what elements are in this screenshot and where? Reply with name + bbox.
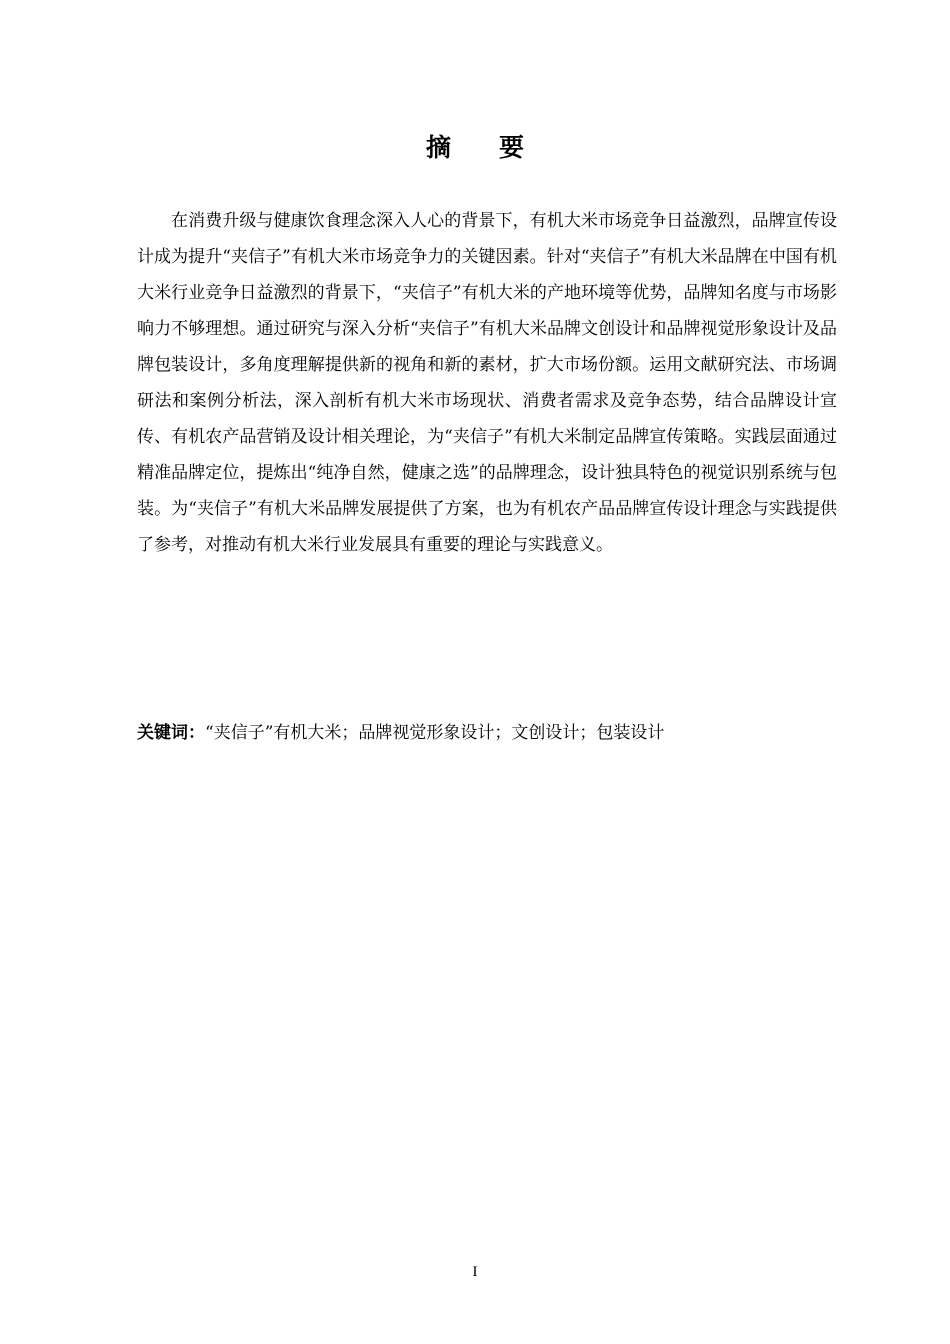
page-number: I <box>472 1264 478 1280</box>
keywords-label: 关键词： <box>137 723 205 743</box>
title-char: 要 <box>499 133 525 162</box>
keywords-line <box>137 719 837 747</box>
abstract-paragraph: 在消费升级与健康饮食理念深入人心的背景下，有机大米市场竞争日益激烈，品牌宣传设计成为提升“夹信子”有机大米市场竞争力的关键因素。针对“夹信子”有机大米品牌在中国有机大米行业竞争日益激烈的背景下，“夹信子”有机大米的产地环境等优势，品牌知名度与市场影响力不够理想。通过研究与深入分析“夹信子”有机大米品牌文创设计和品牌视觉形象设计及品牌包装设计，多角度理解提供新的视角和新的素材，扩大市场份额。运用文献研究法、市场调研法和案例分析法，深入剖析有机大米市场现状、消费者需求及竞争态势，结合品牌设计宣传、有机农产品营销及设计相关理论，为“夹信子”有机大米制定品牌宣传策略。实践层面通过精准品牌定位，提炼出“纯净自然，健康之选”的品牌理念，设计独具特色的视觉识别系统与包装。为“夹信子”有机大米品牌发展提供了方案，也为有机农产品品牌宣传设计理念与实践提供了参考，对推动有机大米行业发展具有重要的理论与实践意义。 <box>137 211 837 555</box>
title-char: 摘 <box>425 133 451 162</box>
abstract-title <box>0 128 950 164</box>
keywords-text: “夹信子”有机大米；品牌视觉形象设计；文创设计；包装设计 <box>205 723 665 743</box>
